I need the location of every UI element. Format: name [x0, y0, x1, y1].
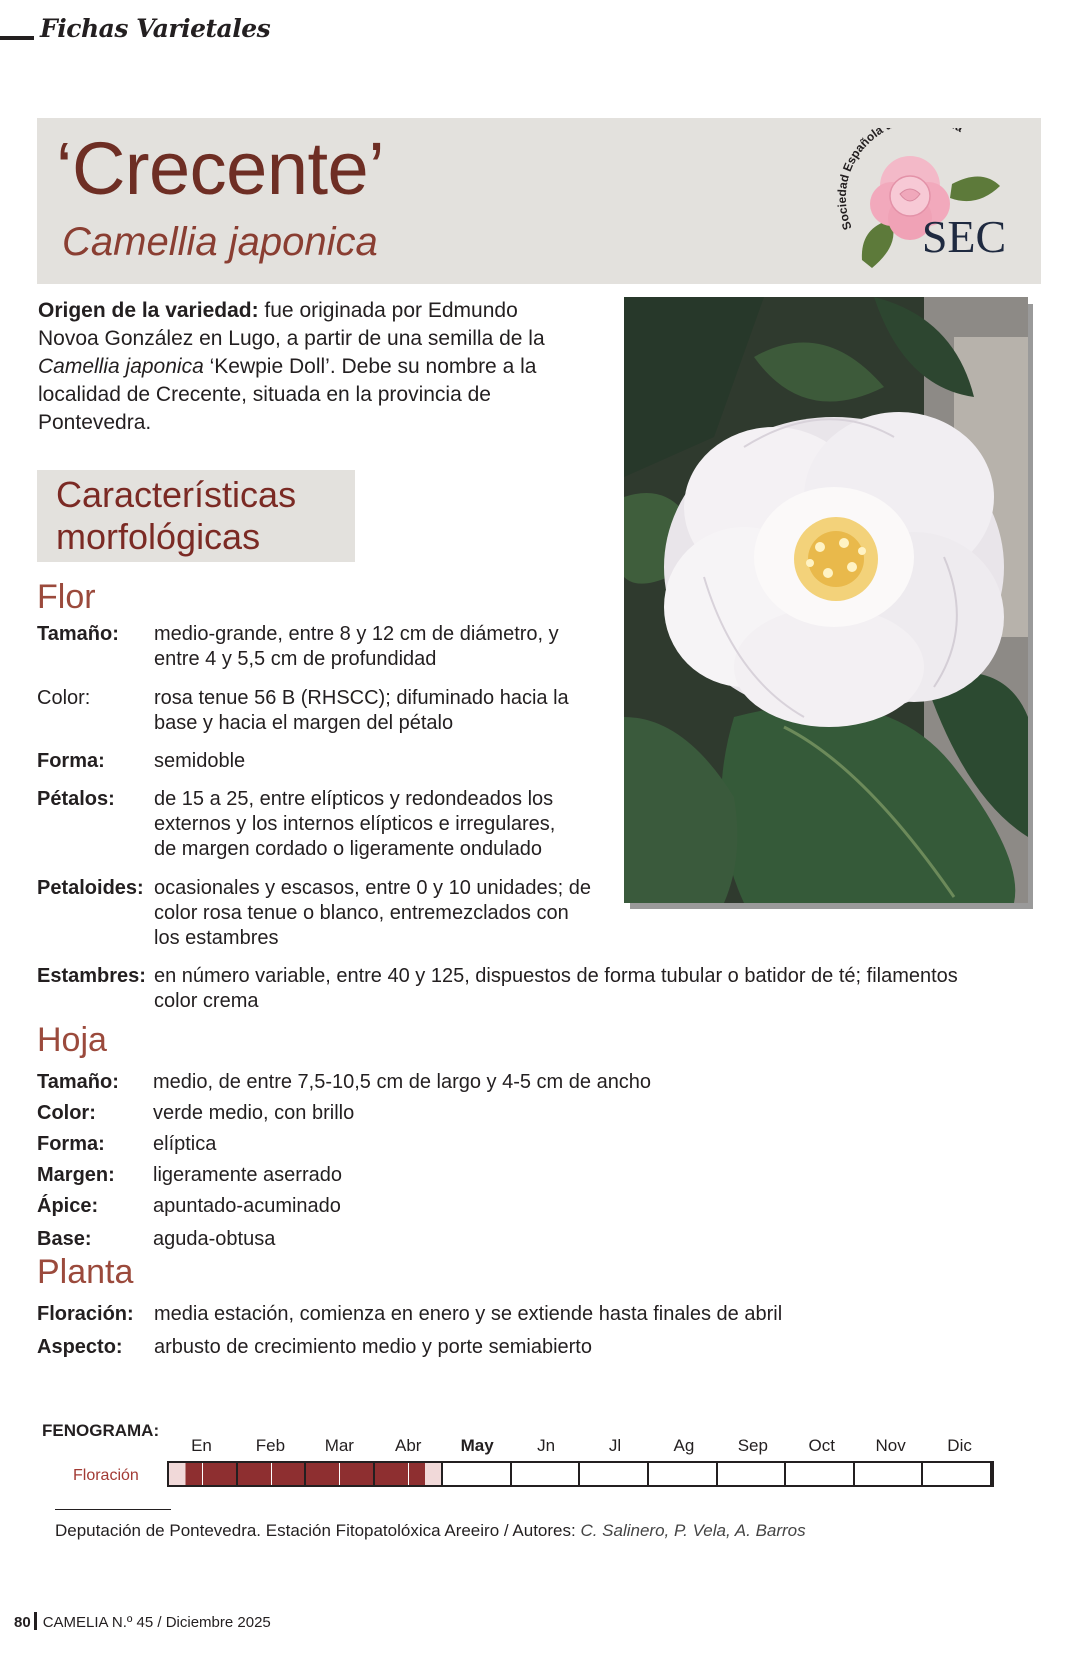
timeline-cell	[546, 1463, 580, 1485]
value-line: color crema	[154, 990, 259, 1012]
flor-value-estambres	[154, 964, 1034, 1014]
flor-value-petalos	[154, 787, 555, 862]
credits-authors: C. Salinero, P. Vela, A. Barros	[580, 1521, 806, 1540]
value-line: color rosa tenue o blanco, entremezclados con	[154, 902, 569, 924]
month-label: Abr	[395, 1436, 422, 1455]
fenograma-row-label: Floración	[73, 1467, 139, 1484]
timeline-cell	[238, 1463, 272, 1485]
magazine-issue: CAMELIA N.º 45 / Diciembre 2025	[42, 1614, 271, 1631]
hoja-heading: Hoja	[37, 1021, 107, 1059]
flor-label-tamano: Tamaño:	[37, 623, 119, 645]
timeline-cell	[821, 1463, 855, 1485]
timeline-cell	[752, 1463, 786, 1485]
value-line: en número variable, entre 40 y 125, dispuestos de forma tubular o batidor de té; filamentos	[154, 965, 958, 987]
timeline-cell	[375, 1463, 409, 1485]
hoja-value-apice: apuntado-acuminado	[153, 1195, 341, 1217]
timeline-cell	[443, 1463, 477, 1485]
logo-arc-text: Sociedad Española	[834, 128, 886, 232]
section-header: Fichas Varietales	[40, 14, 271, 43]
timeline-cell	[718, 1463, 752, 1485]
planta-label-floracion: Floración:	[37, 1303, 134, 1325]
footer-separator	[34, 1612, 37, 1630]
hoja-value-base: aguda-obtusa	[153, 1228, 276, 1250]
planta-value-floracion: media estación, comienza en enero y se extiende hasta finales de abril	[154, 1303, 783, 1325]
header-rule	[0, 36, 34, 40]
month-label: Feb	[255, 1436, 286, 1455]
value-line: medio-grande, entre 8 y 12 cm de diámetro, y	[154, 623, 559, 645]
hoja-label-margen: Margen:	[37, 1164, 115, 1186]
timeline-cell	[923, 1463, 957, 1485]
hoja-label-tamano: Tamaño:	[37, 1071, 119, 1093]
page-number: 80	[14, 1614, 31, 1631]
value-line: semidoble	[154, 750, 246, 772]
planta-label-aspecto: Aspecto:	[37, 1336, 123, 1358]
timeline-cell	[649, 1463, 683, 1485]
planta-value-aspecto: arbusto de crecimiento medio y porte semiabierto	[154, 1336, 592, 1358]
value-line: los estambres	[154, 927, 279, 949]
section-heading-line2: morfológicas	[56, 516, 261, 557]
hoja-value-tamano: medio, de entre 7,5-10,5 cm de largo y 4-5 cm de ancho	[153, 1071, 652, 1093]
timeline-cell	[615, 1463, 649, 1485]
value-line: entre 4 y 5,5 cm de profundidad	[154, 648, 437, 670]
origin-text-2: ‘Kewpie Doll’. Debe su nombre a la localidad de Crecente, situada en la provincia de Pontevedra.	[38, 355, 537, 434]
flor-value-color	[154, 686, 569, 736]
timeline-cell	[958, 1463, 992, 1485]
hoja-value-color: verde medio, con brillo	[153, 1102, 355, 1124]
timeline-cell	[855, 1463, 889, 1485]
hoja-value-margen: ligeramente aserrado	[153, 1164, 342, 1186]
flor-value-forma	[154, 749, 245, 774]
value-line: externos y los internos elípticos e irregulares,	[154, 813, 556, 835]
month-label: Nov	[875, 1436, 906, 1455]
month-label: Sep	[737, 1436, 768, 1455]
month-label: May	[460, 1436, 494, 1455]
origin-paragraph	[38, 297, 568, 437]
planta-heading: Planta	[37, 1253, 134, 1291]
timeline-cell	[683, 1463, 717, 1485]
credits-authors-label: / Autores:	[499, 1521, 581, 1540]
month-label: Jn	[537, 1436, 556, 1455]
flor-label-petaloides: Petaloides:	[37, 877, 144, 899]
timeline-cell	[512, 1463, 546, 1485]
month-label: Ag	[673, 1436, 695, 1455]
flor-heading: Flor	[37, 578, 96, 616]
timeline-cell	[340, 1463, 374, 1485]
fenograma-title: FENOGRAMA:	[42, 1421, 160, 1440]
hoja-label-apice: Ápice:	[37, 1195, 99, 1217]
value-line: rosa tenue 56 B (RHSCC); difuminado hacia la	[154, 687, 569, 709]
timeline-cell	[306, 1463, 340, 1485]
hoja-label-forma: Forma:	[37, 1133, 105, 1155]
origin-text-1: fue originada por Edmundo Novoa González en Lugo, a partir de una semilla de la	[38, 299, 545, 350]
timeline-cell	[786, 1463, 820, 1485]
credits-rule	[55, 1509, 171, 1510]
section-heading	[56, 474, 296, 558]
flor-label-estambres: Estambres:	[37, 965, 146, 987]
month-label: Jl	[608, 1436, 622, 1455]
page-footer	[14, 1612, 271, 1631]
month-label: Dic	[947, 1436, 972, 1455]
origin-species-italic: Camellia japonica	[38, 355, 204, 378]
timeline-cell	[272, 1463, 306, 1485]
hoja-value-forma: elíptica	[153, 1133, 217, 1155]
camellia-photo	[624, 297, 1028, 903]
value-line: ocasionales y escasos, entre 0 y 10 unidades; de	[154, 877, 591, 899]
flor-label-petalos: Pétalos:	[37, 788, 115, 810]
month-label: Mar	[324, 1436, 354, 1455]
credits	[55, 1521, 806, 1541]
month-label: Oct	[808, 1436, 835, 1455]
origin-label: Origen de la variedad:	[38, 299, 259, 322]
credits-org: Deputación de Pontevedra. Estación Fitopatolóxica Areeiro	[55, 1521, 500, 1540]
timeline-cell	[581, 1463, 615, 1485]
hoja-label-base: Base:	[37, 1228, 92, 1250]
section-heading-line1: Características	[56, 474, 297, 515]
timeline-cell	[889, 1463, 923, 1485]
timeline-cell	[203, 1463, 237, 1485]
value-line: de 15 a 25, entre elípticos y redondeados los	[154, 788, 554, 810]
flor-value-petaloides	[154, 876, 591, 951]
flor-label-color: Color:	[37, 687, 91, 709]
fenograma-timeline	[167, 1461, 994, 1487]
species-name: Camellia japonica	[62, 220, 378, 264]
month-label: En	[191, 1436, 212, 1455]
timeline-cell	[169, 1463, 203, 1485]
value-line: base y hacia el margen del pétalo	[154, 712, 454, 734]
logo-acronym: SEC	[921, 211, 1007, 262]
flor-value-tamano	[154, 622, 559, 672]
sec-logo	[832, 128, 1018, 280]
timeline-cell	[478, 1463, 512, 1485]
timeline-cell	[409, 1463, 443, 1485]
hoja-label-color: Color:	[37, 1102, 96, 1124]
flor-label-forma: Forma:	[37, 750, 105, 772]
value-line: de margen cordado o ligeramente ondulado	[154, 838, 543, 860]
variety-name: ‘Crecente’	[56, 127, 385, 210]
